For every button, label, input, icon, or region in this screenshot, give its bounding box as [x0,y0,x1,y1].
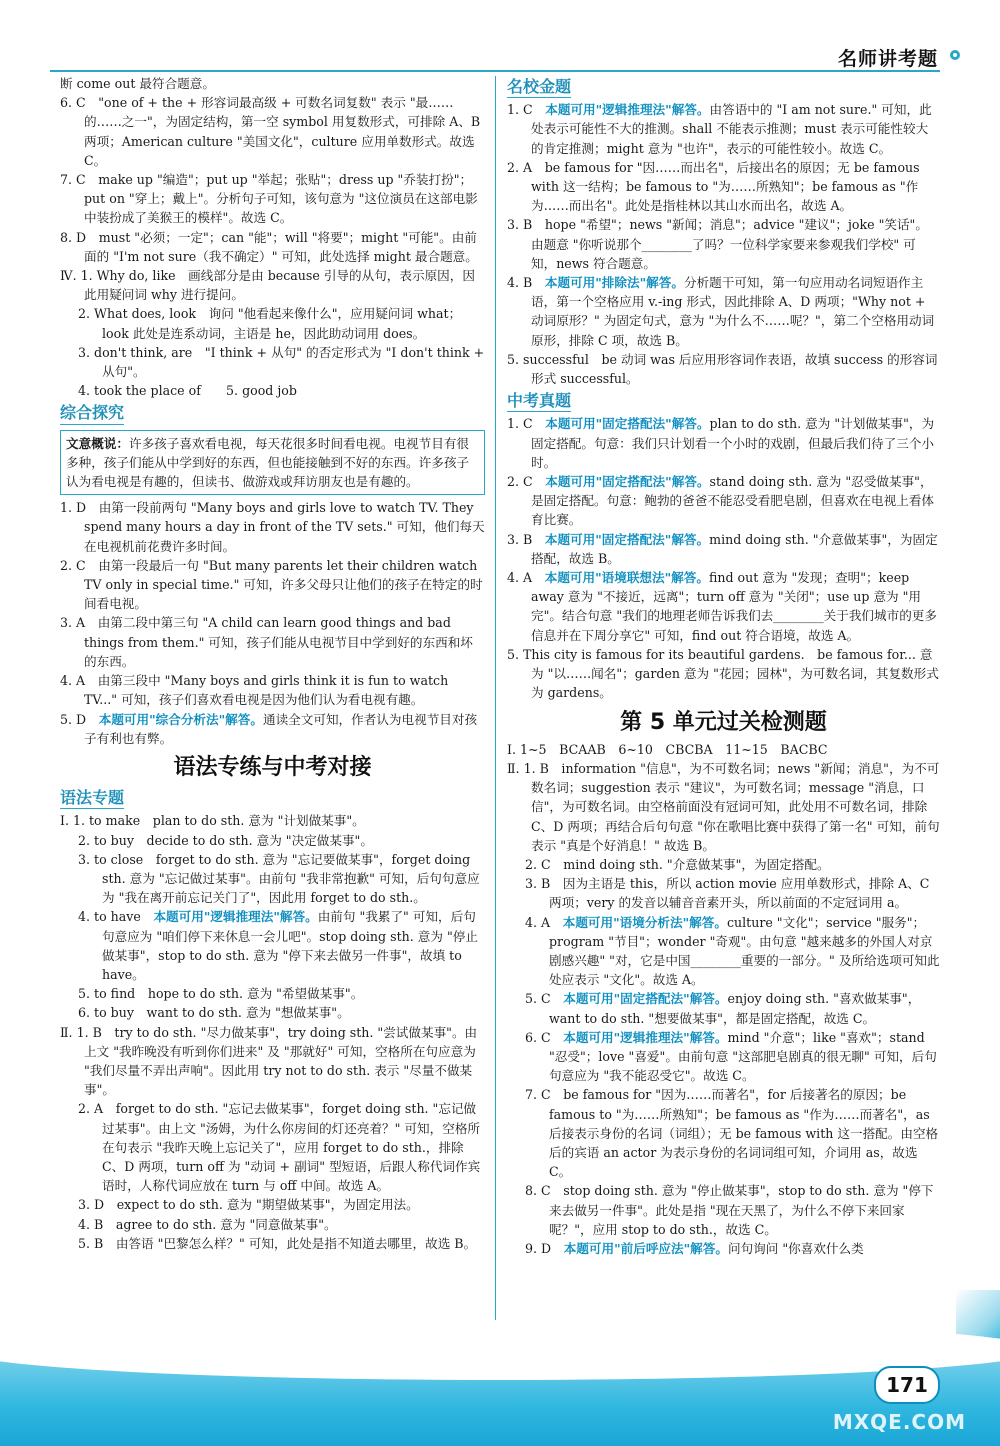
method-highlight: 本题可用"固定搭配法"解答。 [563,991,728,1007]
answer-item: 8. D must "必须；一定"；can "能"；will "将要"；might "可能"。由前面的 "I'm not sure（我不确定）" 可知，此处选择 might 最合题意。 [60,229,478,264]
answer-item: 6. C 本题可用"逻辑推理法"解答。mind "介意"；like "喜欢"；stand "忍受"；love "喜爱"。由前句意 "这部肥皂剧真的很无聊" 可知，后句句意应为 "我不能忍受它"。故选 C。 [525,1029,937,1084]
answer-item: 4. B agree to do sth. 意为 "同意做某事"。 [78,1216,337,1232]
page-header [0,0,1000,80]
big-title-grammar: 语法专练与中考对接 [173,754,372,780]
answer-item: 4. to have 本题可用"逻辑推理法"解答。由前句 "我累了" 可知，后句句意应为 "咱们停下来休息一会儿吧"。stop doing sth. 意为 "停止做某事"，stop to do sth. 意为 "停下来去做另一件事"，故填 to have。 [78,909,478,982]
answer-item: 4. took the place of 5. good job [78,383,297,399]
answer-item: 3. B 因为主语是 this，所以 action movie 应用单数形式，排除 A、C 两项；very 的发音以辅音音素开头，所以前面的不定冠词用 a。 [525,876,930,911]
answer-item: Ⅳ. 1. Why do, like 画线部分是由 because 引导的从句，表示原因，因此用疑问词 why 进行提问。 [60,268,475,303]
header-rule [50,70,940,72]
answer-item: 4. A 由第三段中 "Many boys and girls think it is fun to watch TV..." 可知，孩子们喜欢看电视是因为他们认为看电视有趣。 [60,673,449,708]
method-highlight: 本题可用"语境联想法"解答。 [544,570,709,586]
answer-item: 6. C "one of + the + 形容词最高级 + 可数名词复数" 表示 "最……的……之一"，为固定结构，第一空 symbol 用复数形式，可排除 A、B 两项；American culture "美国文化"，culture 应用单数形式。故选 C。 [60,95,481,168]
answer-item: 断 come out 最符合题意。 [60,76,215,91]
answer-item: 3. to close forget to do sth. 意为 "忘记要做某事"，forget doing sth. 意为 "忘记做过某事"。由前句 "我非常抱歉" 可知，后句句意应为 "我在离开前忘记关门了"，因此用 forget to do sth.。 [78,851,480,906]
method-highlight: 本题可用"逻辑推理法"解答。 [563,1029,728,1045]
section-heading-famous-school: 名校金题 [507,77,571,98]
method-highlight: 本题可用"逻辑推理法"解答。 [545,102,710,118]
method-highlight: 本题可用"固定搭配法"解答。 [545,474,710,490]
method-highlight: 本题可用"固定搭配法"解答。 [545,416,710,432]
watermark: MXQE.COM [832,1410,966,1434]
grammar-answers-2 [60,984,485,1253]
answer-item: 7. C be famous for "因为……而著名"，for 后接著名的原因；be famous to "为……所熟知"；be famous as "作为……而著名"，as 后接表示身份的名词（词组）；无 be famous with 这一搭配。由空格后的宾语 an actor 为表示身份的名词词组可知，介词用 as，故选 C。 [525,1087,939,1180]
answer-item: 8. C stop doing sth. 意为 "停止做某事"，stop to do sth. 意为 "停下来去做另一件事"。此处是指 "现在天黑了，为什么不停下来回家呢？"，应用 stop to do sth.，故选 C。 [525,1183,934,1237]
answer-item: 2. C 本题可用"固定搭配法"解答。stand doing sth. 意为 "忍受做某事"，是固定搭配。句意：鲍勃的爸爸不能忍受看肥皂剧，但喜欢在电视上看体育比赛。 [507,474,934,528]
footer-wave [0,1320,1000,1380]
answer-item: 3. D expect to do sth. 意为 "期望做某事"，为固定用法。 [78,1197,419,1213]
answer-item: 4. B 本题可用"排除法"解答。分析题干可知，第一句应用动名词短语作主语，第一个空格应用 v.-ing 形式，因此排除 A、D 两项；"Why not + 动词原形？" 为固定句式，意为 "为什么不……呢？"，第二个空格用动词原形，排除 C 项，故选 B。 [507,275,935,348]
answer-block-top [60,74,485,400]
answer-item: 1. D 由第一段前两句 "Many boys and girls love to watch TV. They spend many hours a day in front of the TV sets." 可知，他们每天在电视机前花费许多时间。 [60,500,485,554]
answer-item: 5. to find hope to do sth. 意为 "希望做某事"。 [78,986,364,1002]
answer-item: 5. C 本题可用"固定搭配法"解答。enjoy doing sth. "喜欢做某事"，want to do sth. "想要做某事"，都是固定搭配，故选 C。 [525,991,921,1026]
summary-text: 许多孩子喜欢看电视，每天花很多时间看电视。电视节目有很多种，孩子们能从中学到好的东西，但也能接触到不好的东西。许多孩子认为看电视是有趣的，但读书、做游戏或拜访朋友也是有趣的。 [66,435,469,490]
column-divider [495,76,496,1346]
answer-item: 1. C 本题可用"固定搭配法"解答。plan to do sth. 意为 "计划做某事"，为固定搭配。句意：我们只计划看一个小时的戏剧，但最后我们待了三个小时。 [507,416,935,470]
answer-item: 2. C mind doing sth. "介意做某事"，为固定搭配。 [525,856,830,872]
answer-item: 6. to buy want to do sth. 意为 "想做某事"。 [78,1005,350,1021]
unit-answers-2 [507,1085,940,1239]
answer-item: 4. A 本题可用"语境联想法"解答。find out 意为 "发现；查明"；keep away 意为 "不接近，远离"；turn off 意为 "关闭"；use up 意为 "用完"。结合句意 "我们的地理老师告诉我们去________关于我们城市的更多信息并在下周分享它" 可知，find out 符合语境，故选 A。 [507,570,937,643]
answer-item: 1. C 本题可用"逻辑推理法"解答。由答语中的 "I am not sure." 可知，此处表示可能性不大的推测。shall 不能表示推测；must 表示可能性较大的肯定推测；might 意为 "也许"，表示的可能性较小。故选 C。 [507,102,932,156]
answer-item: Ⅱ. 1. B try to do sth. "尽力做某事"，try doing sth. "尝试做某事"。由上文 "我昨晚没有听到你们进来" 及 "那就好" 可知，空格所在句应意为 "我们尽量不弄出声响"。因此用 try not to do sth. 表示 "尽量不做某事"。 [60,1024,478,1098]
answer-item: 2. A be famous for "因……而出名"，后接出名的原因；无 be famous with 这一结构；be famous to "为……所熟知"；be famous as "作为……而出名"。此处是指桂林以其山水而出名，故选 A。 [507,159,920,214]
answer-item: 5. successful be 动词 was 后应用形容词作表语，故填 success 的形容词形式 successful。 [507,351,938,387]
left-column [60,74,485,1253]
right-column [507,74,940,1258]
summary-label: 文意概说： [66,435,129,451]
unit-answers [507,759,940,913]
answer-item: 3. B 本题可用"固定搭配法"解答。mind doing sth. "介意做某事"，为固定搭配，故选 B。 [507,531,938,566]
page-number: 171 [874,1366,940,1404]
section-heading-grammar: 语法专题 [60,788,124,809]
big-title-unit5: 第 5 单元过关检测题 [620,709,827,735]
answer-item: 2. What does, look 询问 "他看起来像什么"，应用疑问词 what；look 此处是连系动词，主语是 he，因此助动词用 does。 [78,306,462,341]
section-heading-comprehensive: 综合探究 [60,403,124,424]
method-highlight: 本题可用"前后呼应法"解答。 [563,1240,728,1256]
answer-item: 4. A 本题可用"语境分析法"解答。culture "文化"；service "服务"；program "节目"；wonder "奇观"。由句意 "越来越多的外国人对京剧感兴趣" "对，它是中国________重要的一部分。" 及所给选项可知此处应表示 "文化"。故选 A。 [525,914,940,988]
answer-key-line: Ⅰ. 1~5 BCAAB 6~10 CBCBA 11~15 BACBC [507,741,828,757]
summary-box [60,430,485,496]
method-highlight: 本题可用"排除法"解答。 [544,275,684,291]
answer-item: 2. C 由第一段最后一句 "But many parents let their children watch TV only in special time." 可知，许多父母只让他们的孩子在特定的时间看电视。 [60,557,483,612]
answer-item: 2. A forget to do sth. "忘记去做某事"，forget doing sth. "忘记做过某事"。由上文 "汤姆，为什么你房间的灯还亮着？" 可知，空格所在句表示 "我昨天晚上忘记关了"，应用 forget to do sth.，排除 C、D 两项，turn off 为 "动词 + 副词" 型短语，后跟人称代词作宾语时，人称代词应放在 turn 与 off 中间。故选 A。 [78,1101,481,1194]
answer-item: 3. B hope "希望"；news "新闻；消息"；advice "建议"；joke "笑话"。由题意 "你听说那个________了吗？一位科学家要来参观我们学校" 可知，news 符合题意。 [507,217,928,271]
header-circle-icon [950,50,960,60]
answer-item: Ⅰ. 1. to make plan to do sth. 意为 "计划做某事"。 [60,813,365,829]
header-title: 名师讲考题 [837,48,938,70]
answer-item: 3. A 由第二段中第三句 "A child can learn good things and bad things from them." 可知，孩子们能从电视节目中学到好的东西和坏的东西。 [60,615,473,669]
method-highlight: 本题可用"逻辑推理法"解答。 [153,909,318,925]
reading-answers [60,498,485,709]
method-highlight: 本题可用"综合分析法"解答。 [98,711,263,727]
answer-item: 7. C make up "编造"；put up "举起；张贴"；dress up "乔装打扮"；put on "穿上；戴上"。分析句子可知，该句意为 "这位演员在这部电影中装扮成了美猴王的模样"。故选 C。 [60,172,478,226]
answer-item: 5. This city is famous for its beautiful gardens. be famous for... 意为 "以……闻名"；garden 意为 "花园；园林"，为可数名词，其复数形式为 gardens。 [507,646,939,701]
answer-item: 9. D 本题可用"前后呼应法"解答。问句询问 "你喜欢什么类 [525,1240,864,1256]
answer-block [507,158,940,273]
section-heading-exam: 中考真题 [507,391,571,412]
answer-item: 5. D 本题可用"综合分析法"解答。通读全文可知，作者认为电视节目对孩子有利也有弊。 [60,711,478,746]
method-highlight: 本题可用"语境分析法"解答。 [562,914,727,930]
answer-item: 2. to buy decide to do sth. 意为 "决定做某事"。 [78,832,373,848]
answer-item: 3. don't think, are "I think + 从句" 的否定形式为 "I don't think + 从句"。 [78,344,485,380]
answer-item: 5. B 由答语 "巴黎怎么样？" 可知，此处是指不知道去哪里，故选 B。 [78,1235,477,1251]
method-highlight: 本题可用"固定搭配法"解答。 [544,531,710,547]
answer-item: Ⅱ. 1. B information "信息"，为不可数名词；news "新闻；消息"，为不可数名词；suggestion 表示 "建议"，为可数名词；message "消息，口信"，为可数名词。由空格前面没有冠词可知，此处用不可数名词，排除 C、D 两项；再结合后句句意 "你在歌唱比赛中获得了第一名" 可知，前句表示 "真是个好消息！" 故选 B。 [507,760,940,853]
grammar-answers [60,811,485,907]
